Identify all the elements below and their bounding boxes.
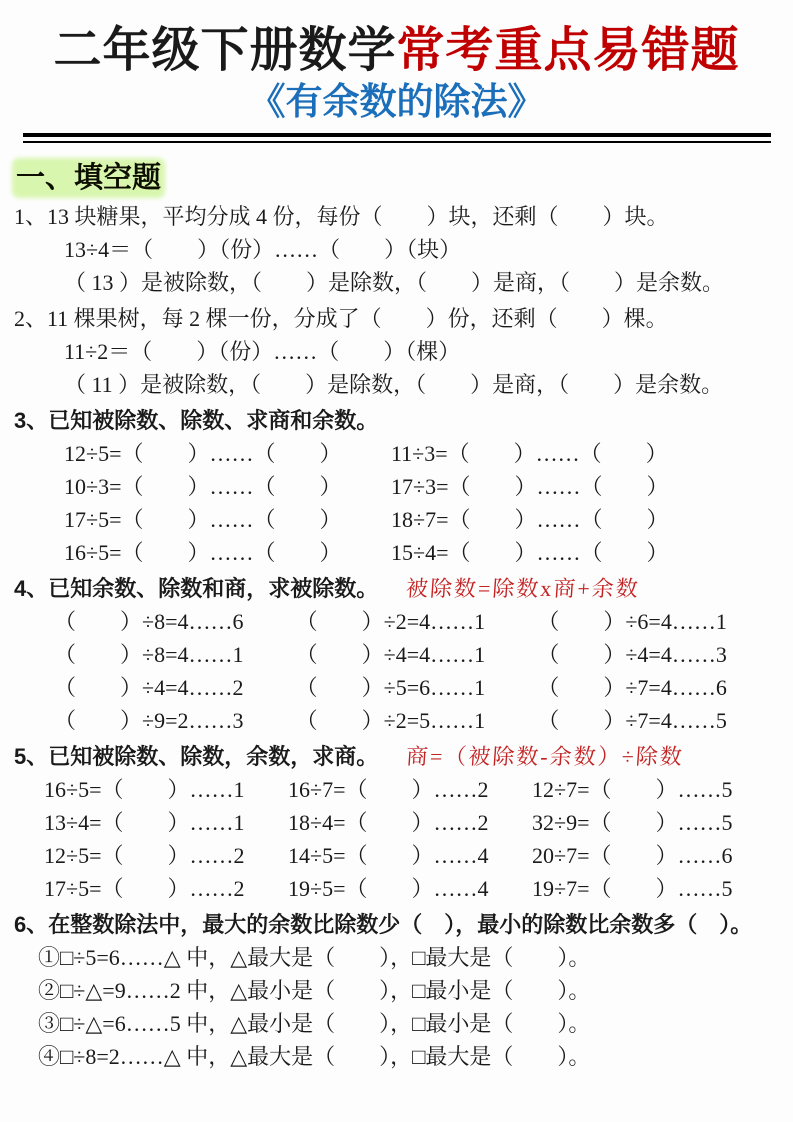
q5-item: 32÷9=（ ）……5 (532, 810, 733, 836)
q4-item: （ ）÷9=2……3 (54, 708, 244, 734)
q4-row-1 (14, 605, 779, 638)
q4-row-4 (14, 704, 779, 737)
q4-row-3 (14, 671, 779, 704)
q5-item: 17÷5=（ ）……2 (44, 876, 245, 902)
q3-row-3 (14, 503, 779, 536)
question-6 (14, 908, 779, 1073)
q1-equation: 13÷4＝（ ）（份）……（ ）（块） (64, 237, 462, 263)
q5-item: 19÷7=（ ）……5 (532, 876, 733, 902)
section-heading (16, 155, 779, 196)
q3-item: 16÷5=（ ）……（ ） (64, 540, 342, 566)
question-1 (14, 200, 779, 299)
title-black-part: 二年级下册数学 (53, 24, 397, 77)
q6-heading: 6、在整数除法中，最大的余数比除数少（ ），最小的除数比余数多（ ）。 (14, 912, 753, 938)
q4-heading: 4、已知余数、除数和商，求被除数。 (14, 576, 379, 602)
q5-item: 12÷7=（ ）……5 (532, 777, 733, 803)
q3-item: 17÷5=（ ）……（ ） (64, 507, 342, 533)
q4-formula-note: 被除数=除数x商+余数 (405, 576, 641, 602)
q5-item: 16÷5=（ ）……1 (44, 777, 245, 803)
q4-item: （ ）÷4=4……2 (54, 675, 244, 701)
q2-equation: 11÷2＝（ ）（份）……（ ）（棵） (64, 339, 461, 365)
q1-terms: （ 13 ）是被除数，（ ）是除数，（ ）是商，（ ）是余数。 (64, 270, 725, 296)
q4-item: （ ）÷6=4……1 (537, 609, 727, 635)
q5-item: 19÷5=（ ）……4 (288, 876, 489, 902)
q6-item-4: ④□÷8=2……△ 中，△最大是（ ），□最大是（ ）。 (38, 1044, 591, 1070)
question-2 (14, 302, 779, 401)
q3-heading: 3、已知被除数、除数、求商和余数。 (14, 408, 379, 434)
q5-row-2 (14, 806, 779, 839)
q3-row-2 (14, 470, 779, 503)
q3-row-1 (14, 437, 779, 470)
q4-item: （ ）÷7=4……6 (537, 675, 727, 701)
q5-row-3 (14, 839, 779, 872)
q5-formula-note: 商=（被除数-余数）÷除数 (405, 744, 685, 770)
q2-line1: 2、11 棵果树，每 2 棵一份，分成了（ ）份，还剩（ ）棵。 (14, 306, 668, 332)
q4-item: （ ）÷8=4……6 (54, 609, 244, 635)
question-5 (14, 740, 779, 905)
q5-item: 12÷5=（ ）……2 (44, 843, 245, 869)
section-heading-label: 一、填空题 (16, 162, 162, 195)
double-rule-divider (23, 133, 771, 143)
q3-item: 11÷3=（ ）……（ ） (391, 441, 668, 467)
q4-item: （ ）÷4=4……1 (295, 642, 486, 668)
q4-item: （ ）÷7=4……5 (537, 708, 727, 734)
q5-row-1 (14, 773, 779, 806)
q3-item: 15÷4=（ ）……（ ） (391, 540, 669, 566)
q4-row-2 (14, 638, 779, 671)
q3-item: 18÷7=（ ）……（ ） (391, 507, 669, 533)
question-4 (14, 572, 779, 737)
q3-item: 12÷5=（ ）……（ ） (64, 441, 342, 467)
q6-item-3: ③□÷△=6……5 中，△最小是（ ），□最小是（ ）。 (38, 1011, 591, 1037)
q5-row-4 (14, 872, 779, 905)
q5-item: 18÷4=（ ）……2 (288, 810, 489, 836)
q5-item: 20÷7=（ ）……6 (532, 843, 733, 869)
q5-item: 16÷7=（ ）……2 (288, 777, 489, 803)
q4-item: （ ）÷4=4……3 (537, 642, 727, 668)
q6-item-2: ②□÷△=9……2 中，△最小是（ ），□最小是（ ）。 (38, 978, 591, 1004)
q4-item: （ ）÷8=4……1 (54, 642, 244, 668)
q4-item: （ ）÷5=6……1 (295, 675, 486, 701)
page-subtitle: 《有余数的除法》 (248, 81, 545, 123)
q3-item: 10÷3=（ ）……（ ） (64, 474, 342, 500)
title-red-part: 常考重点易错题 (396, 24, 740, 77)
q6-item-1: ①□÷5=6……△ 中，△最大是（ ），□最大是（ ）。 (38, 945, 591, 971)
page-title (14, 24, 779, 78)
q3-row-4 (14, 536, 779, 569)
q3-item: 17÷3=（ ）……（ ） (391, 474, 669, 500)
q5-heading: 5、已知被除数、除数，余数，求商。 (14, 744, 379, 770)
q1-line1: 1、13 块糖果，平均分成 4 份，每份（ ）块，还剩（ ）块。 (14, 204, 669, 230)
q5-item: 13÷4=（ ）……1 (44, 810, 245, 836)
q2-terms: （ 11 ）是被除数，（ ）是除数，（ ）是商，（ ）是余数。 (64, 372, 724, 398)
q4-item: （ ）÷2=4……1 (295, 609, 486, 635)
question-3 (14, 404, 779, 569)
q4-item: （ ）÷2=5……1 (295, 708, 486, 734)
q5-item: 14÷5=（ ）……4 (288, 843, 489, 869)
